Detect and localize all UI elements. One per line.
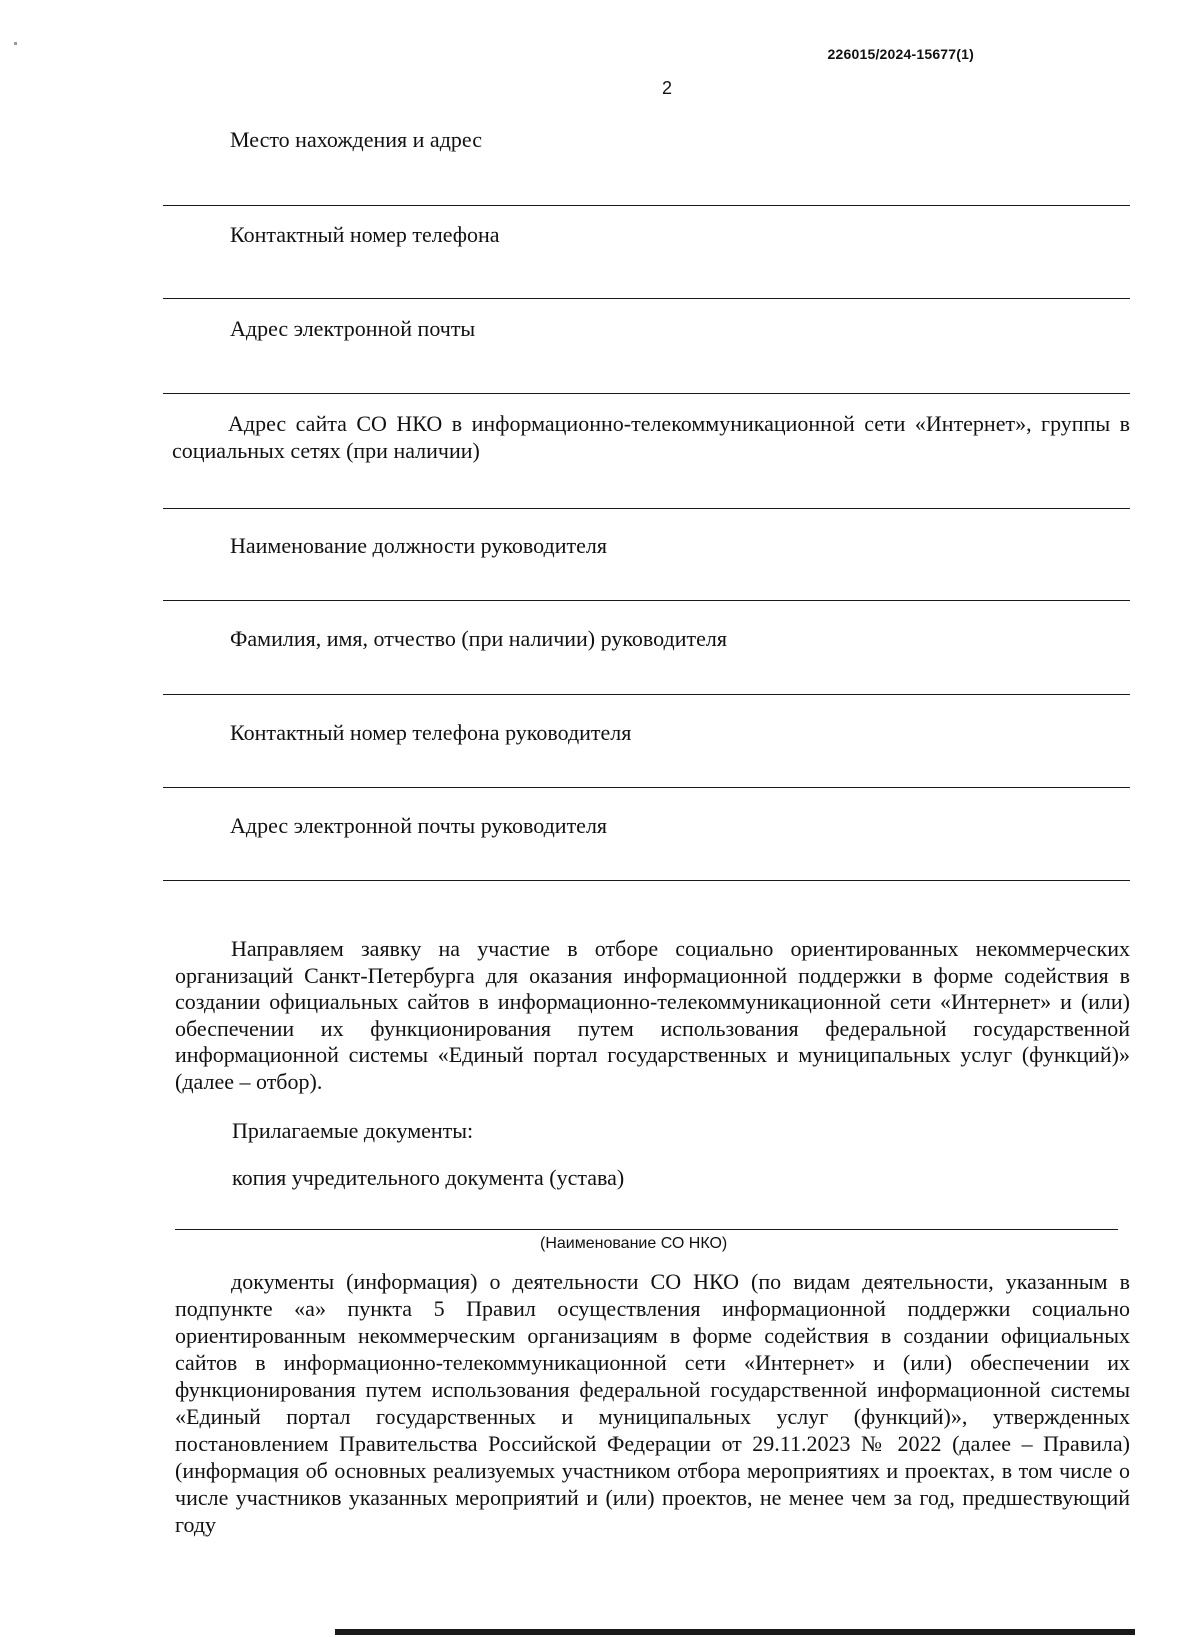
field-line-head-position[interactable]	[163, 600, 1130, 601]
field-line-head-full-name[interactable]	[163, 694, 1130, 695]
field-line-head-email[interactable]	[163, 880, 1130, 881]
field-label-head-position: Наименование должности руководителя	[230, 533, 607, 558]
field-line-website[interactable]	[163, 508, 1130, 509]
field-label-email: Адрес электронной почты	[230, 316, 476, 341]
activity-documents-paragraph	[175, 1268, 1130, 1538]
scan-bottom-edge	[335, 1629, 1135, 1635]
field-line-head-phone[interactable]	[163, 787, 1130, 788]
field-label-head-email: Адрес электронной почты руководителя	[230, 813, 608, 838]
field-label-phone: Контактный номер телефона	[230, 222, 500, 247]
field-line-nko-name[interactable]	[175, 1229, 1118, 1230]
request-paragraph	[175, 936, 1130, 1095]
document-registration-number: 226015/2024-15677(1)	[827, 46, 974, 62]
field-line-phone[interactable]	[163, 298, 1130, 299]
field-label-website	[172, 411, 1130, 464]
attached-documents-heading: Прилагаемые документы:	[232, 1118, 474, 1143]
charter-copy-item: копия учредительного документа (устава)	[232, 1165, 625, 1190]
field-label-head-full-name: Фамилия, имя, отчество (при наличии) руководителя	[230, 626, 727, 651]
field-label-location-address: Место нахождения и адрес	[230, 127, 482, 152]
field-line-location-address[interactable]	[163, 205, 1130, 206]
field-line-email[interactable]	[163, 393, 1130, 394]
nko-name-caption: (Наименование СО НКО)	[540, 1235, 728, 1252]
field-label-website-text: Адрес сайта СО НКО в информационно-телекоммуникационной сети «Интернет», группы в социальных сетях (при наличии)	[172, 411, 1130, 463]
request-paragraph-text: Направляем заявку на участие в отборе социально ориентированных некоммерческих организаций Санкт-Петербурга для оказания информационной поддержки в форме содействия в создании официальных сайтов в информационно-телекоммуникационной сети «Интернет» и (или) обеспечении их функционирования путем использования федеральной государственной информационной системы «Единый портал государственных и муниципальных услуг (функций)» (далее – отбор).	[175, 936, 1130, 1094]
page-number: 2	[662, 78, 673, 98]
activity-documents-paragraph-text: документы (информация) о деятельности СО НКО (по видам деятельности, указанным в подпункте «а» пункта 5 Правил осуществления информационной поддержки социально ориентированным некоммерческим организациям в форме содействия в создании официальных сайтов в информационно-телекоммуникационной сети «Интернет» и (или) обеспечении их функционирования путем использования федеральной государственной информационной системы «Единый портал государственных и муниципальных услуг (функций)», утвержденных постановлением Правительства Российской Федерации от 29.11.2023 № 2022 (далее – Правила) (информация об основных реализуемых участником отбора мероприятиях и проектах, в том числе о числе участников указанных мероприятий и (или) проектов, не менее чем за год, предшествующий году	[175, 1269, 1130, 1537]
field-label-head-phone: Контактный номер телефона руководителя	[230, 720, 632, 745]
scan-artifact	[14, 42, 17, 45]
